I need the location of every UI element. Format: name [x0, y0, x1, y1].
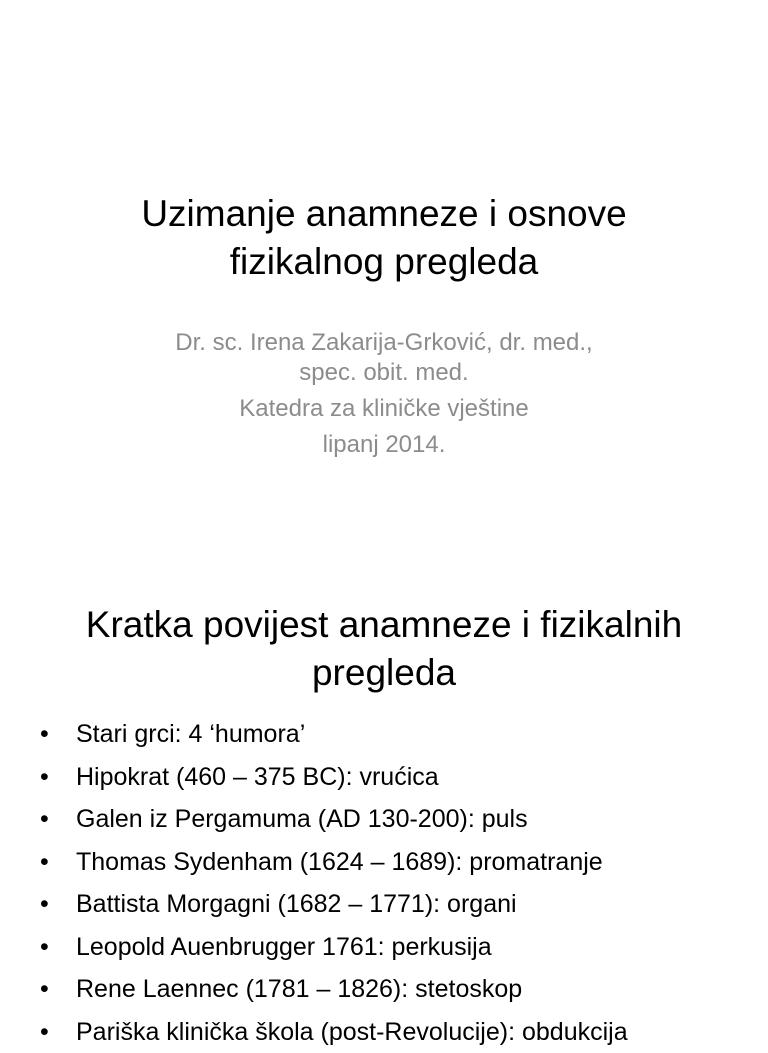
slide-title — [40, 601, 728, 697]
slide-title-line-1: Kratka povijest anamneze i fizikalnih — [86, 604, 682, 645]
bullet-text: Rene Laennec (1781 – 1826): stetoskop — [76, 975, 522, 1003]
bullet-icon: • — [40, 883, 49, 926]
list-item — [40, 756, 760, 799]
bullet-icon: • — [40, 926, 49, 969]
title-line-2: fizikalnog pregleda — [230, 241, 539, 282]
bullet-icon: • — [40, 1011, 49, 1053]
bullet-icon: • — [40, 968, 49, 1011]
bullet-text: Hipokrat (460 – 375 BC): vrućica — [76, 763, 439, 791]
slide-title-line-2: pregleda — [312, 652, 456, 693]
bullet-text: Battista Morgagni (1682 – 1771): organi — [76, 890, 517, 918]
presentation-title — [40, 190, 728, 286]
history-bullet-list — [40, 713, 760, 1053]
presentation-date: lipanj 2014. — [60, 430, 708, 460]
list-item — [40, 713, 760, 756]
department-name: Katedra za kliničke vještine — [60, 394, 708, 424]
history-slide — [0, 555, 768, 1024]
list-item — [40, 926, 760, 969]
subtitle-block — [60, 328, 708, 460]
bullet-icon: • — [40, 798, 49, 841]
bullet-icon: • — [40, 756, 49, 799]
list-item — [40, 1011, 760, 1053]
bullet-text: Galen iz Pergamuma (AD 130-200): puls — [76, 805, 528, 833]
list-item — [40, 883, 760, 926]
list-item — [40, 841, 760, 884]
bullet-icon: • — [40, 713, 49, 756]
author-line-2: spec. obit. med. — [60, 358, 708, 388]
bullet-icon: • — [40, 841, 49, 884]
bullet-text: Leopold Auenbrugger 1761: perkusija — [76, 933, 492, 961]
bullet-text: Thomas Sydenham (1624 – 1689): promatranje — [76, 848, 603, 876]
list-item — [40, 968, 760, 1011]
bullet-text: Pariška klinička škola (post-Revolucije): obdukcija — [76, 1018, 628, 1046]
author-line-1: Dr. sc. Irena Zakarija-Grković, dr. med., — [60, 328, 708, 358]
list-item — [40, 798, 760, 841]
bullet-text: Stari grci: 4 ‘humora’ — [76, 720, 305, 748]
title-line-1: Uzimanje anamneze i osnove — [141, 193, 626, 234]
